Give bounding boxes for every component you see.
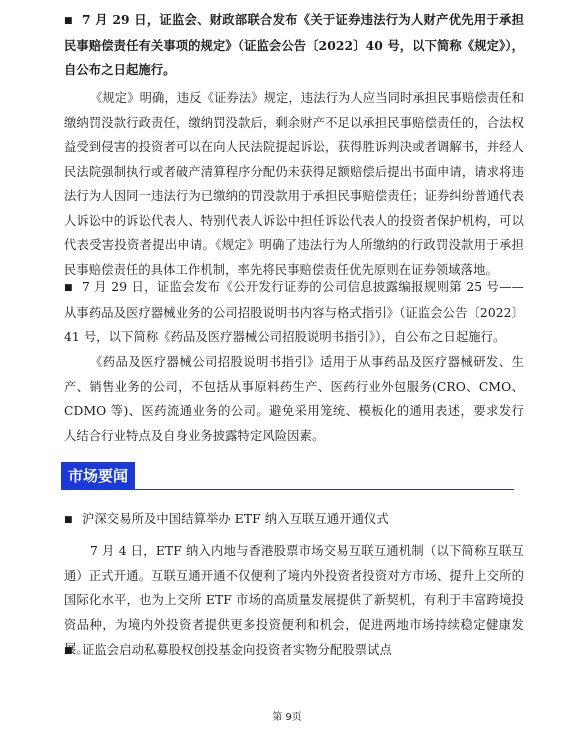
page-number: 第 9页 xyxy=(272,712,302,723)
news-item-body: 《药品及医疗器械公司招股说明书指引》适用于从事药品及医疗器械研发、生产、销售业务的公司，不包括从事原料药生产、医药行业外包服务(CRO、CMO、CDMO 等)、医药流通业务的公司。避免采用笼统、模板化的通用表述，要求发行人结合行业特点及自身业务披露特定风险因素。 xyxy=(64,355,524,443)
news-item-headline: ■ 7 月 29 日，证监会发布《公开发行证券的公司信息披露编报规则第 25 号——从事药品及医疗器械业务的公司招股说明书内容与格式指引》（证监会公告〔2022〕41 号，以下简称《药品及医疗器械公司招股说明书指引》），自公布之日起施行。 xyxy=(64,275,524,350)
news-item-headline: ■ 7 月 29 日，证监会、财政部联合发布《关于证券违法行为人财产优先用于承担民事赔偿责任有关事项的规定》（证监会公告〔2022〕40 号，以下简称《规定》），自公布之日起施行。 xyxy=(64,8,524,83)
section-divider xyxy=(62,489,514,490)
news-item-body: 《规定》明确，违反《证券法》规定，违法行为人应当同时承担民事赔偿责任和缴纳罚没款行政责任，缴纳罚没款后，剩余财产不足以承担民事赔偿责任的，合法权益受到侵害的投资者可以在向人民法院提起诉讼，获得胜诉判决或者调解书，并经人民法院强制执行或者破产清算程序分配仍未获得足额赔偿后提出书面申请，请求将违法行为人因同一违法行为已缴纳的罚没款用于承担民事赔偿责任；证券纠纷普通代表人诉讼中的诉讼代表人、特别代表人诉讼中担任诉讼代表人的投资者保护机构，可以代表受害投资者提出申请。《规定》明确了违法行为人所缴纳的行政罚没款用于承担民事赔偿责任的具体工作机制，率先将民事赔偿责任优先原则在证券领域落地。 xyxy=(64,91,524,277)
news-item-body: 7 月 4 日，ETF 纳入内地与香港股票市场交易互联互通机制（以下简称互联互通）正式开通。互联互通开通不仅便利了境内外投资者投资对方市场、提升上交所的国际化水平，也为上交所 ETF 市场的高质量发展提供了新契机，有利于丰富跨境投资品种，为境内外投资者提供更多投资便利和机会，促进两地市场持续稳定健康发展。 xyxy=(64,544,524,656)
news-item-headline: ■ 沪深交易所及中国结算举办 ETF 纳入互联互通开通仪式 xyxy=(64,507,524,533)
section-title: 市场要闻 xyxy=(62,463,134,489)
news-item-headline: ■ 证监会启动私募股权创投基金向投资者实物分配股票试点 xyxy=(64,638,524,664)
